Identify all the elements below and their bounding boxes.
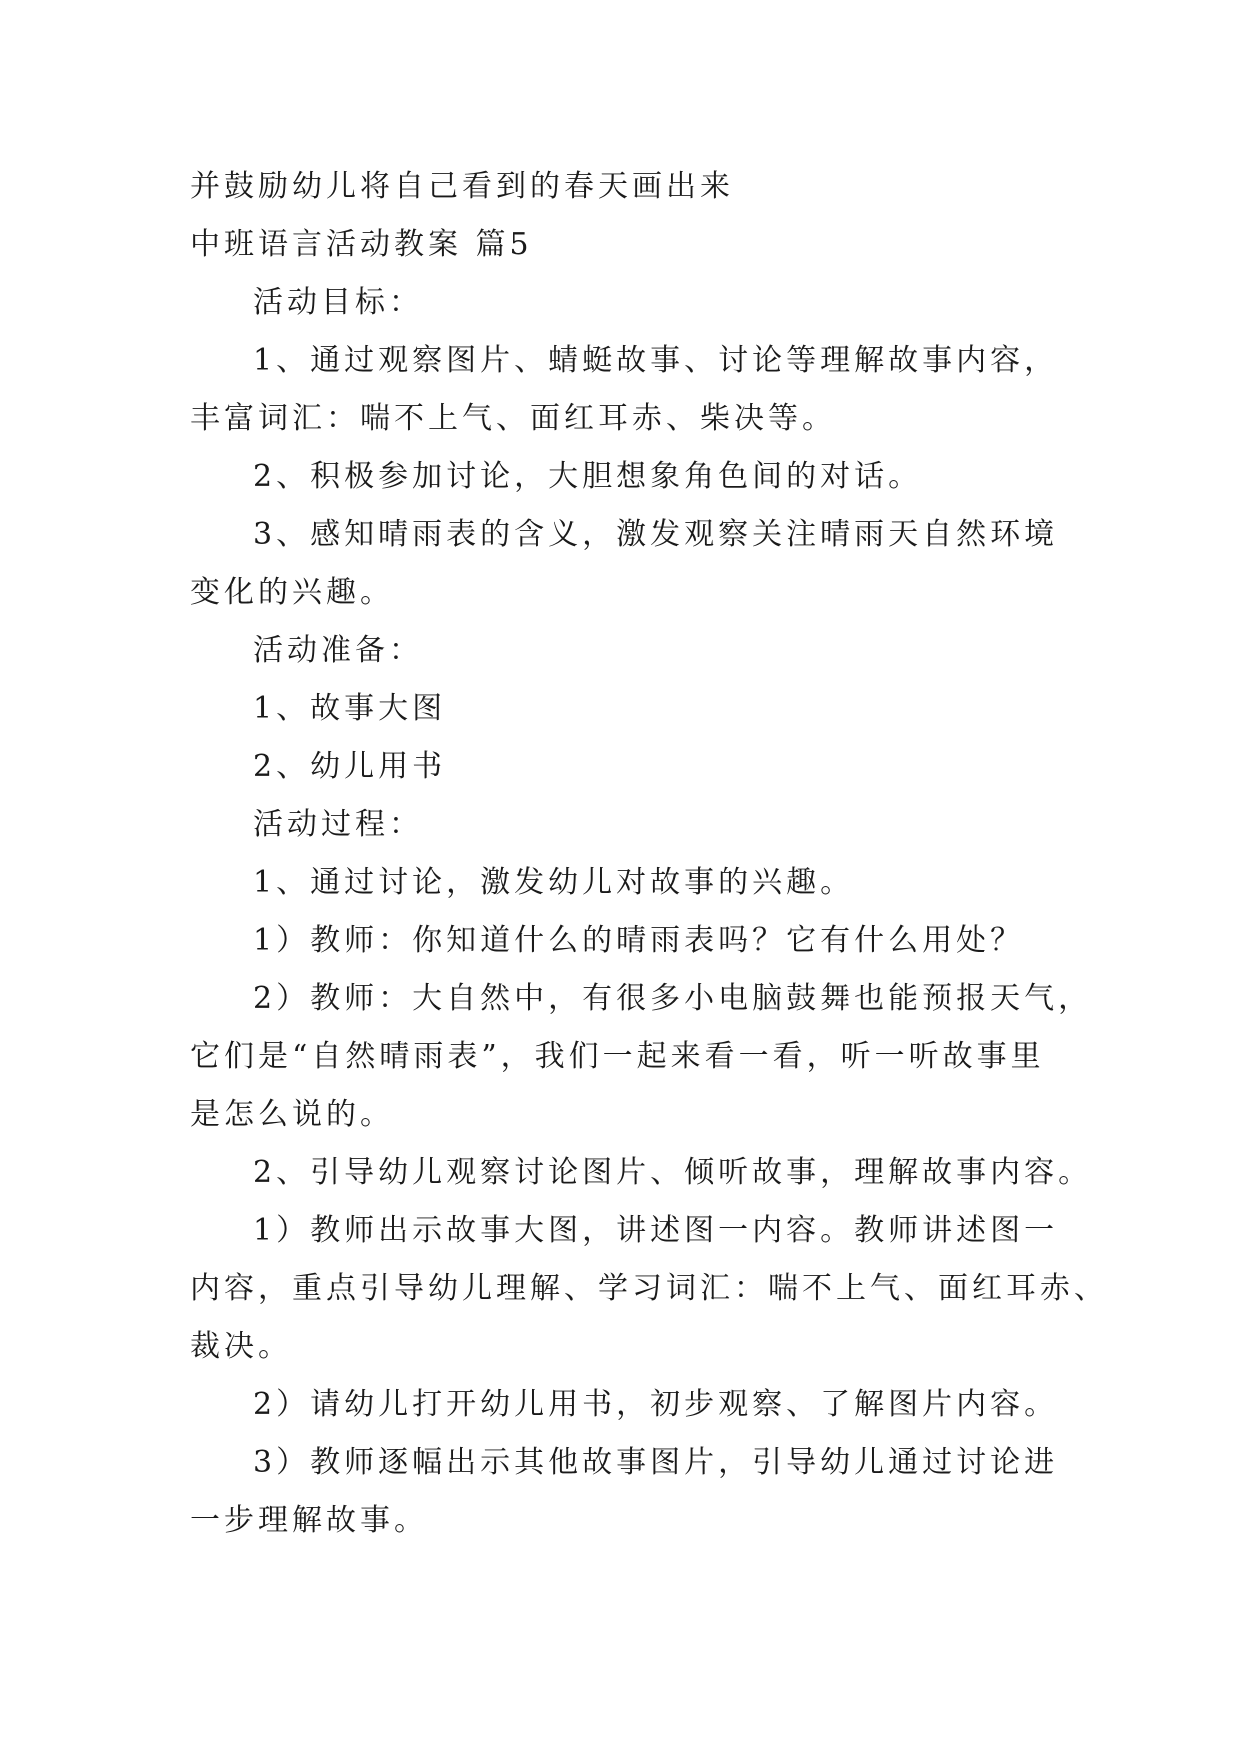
text-line: 一步理解故事。	[190, 1503, 428, 1538]
subheading-preparation: 活动准备：	[253, 633, 423, 668]
text-line: 2、幼儿用书	[253, 749, 447, 784]
document-page	[190, 158, 1108, 1550]
text-line: 变化的兴趣。	[190, 575, 394, 610]
text-line: 并鼓励幼儿将自己看到的春天画出来	[190, 169, 734, 204]
text-line: 2、引导幼儿观察讨论图片、倾听故事，理解故事内容。	[253, 1155, 1093, 1190]
text-line: 内容，重点引导幼儿理解、学习词汇：喘不上气、面红耳赤、	[190, 1271, 1108, 1306]
text-line: 3、感知晴雨表的含义，激发观察关注晴雨天自然环境	[253, 517, 1059, 552]
text-line: 1）教师出示故事大图，讲述图一内容。教师讲述图一	[253, 1213, 1059, 1248]
text-line: 裁决。	[190, 1329, 292, 1364]
subheading-goals: 活动目标：	[253, 285, 423, 320]
subheading-process: 活动过程：	[253, 807, 423, 842]
text-line: 1、通过讨论，激发幼儿对故事的兴趣。	[253, 865, 855, 900]
text-line: 1、通过观察图片、蜻蜓故事、讨论等理解故事内容，	[253, 343, 1059, 378]
text-line: 丰富词汇：喘不上气、面红耳赤、柴决等。	[190, 401, 836, 436]
text-line: 2、积极参加讨论，大胆想象角色间的对话。	[253, 459, 923, 494]
text-line: 2）教师：大自然中，有很多小电脑鼓舞也能预报天气，	[253, 981, 1093, 1016]
text-line: 2）请幼儿打开幼儿用书，初步观察、了解图片内容。	[253, 1387, 1059, 1422]
text-line: 1、故事大图	[253, 691, 447, 726]
text-line: 3）教师逐幅出示其他故事图片，引导幼儿通过讨论进	[253, 1445, 1059, 1480]
text-line: 是怎么说的。	[190, 1097, 394, 1132]
text-line: 1）教师：你知道什么的晴雨表吗？它有什么用处？	[253, 923, 1025, 958]
text-line: 它们是“自然晴雨表”，我们一起来看一看，听一听故事里	[190, 1039, 1045, 1074]
section-heading: 中班语言活动教案 篇5	[190, 227, 533, 262]
